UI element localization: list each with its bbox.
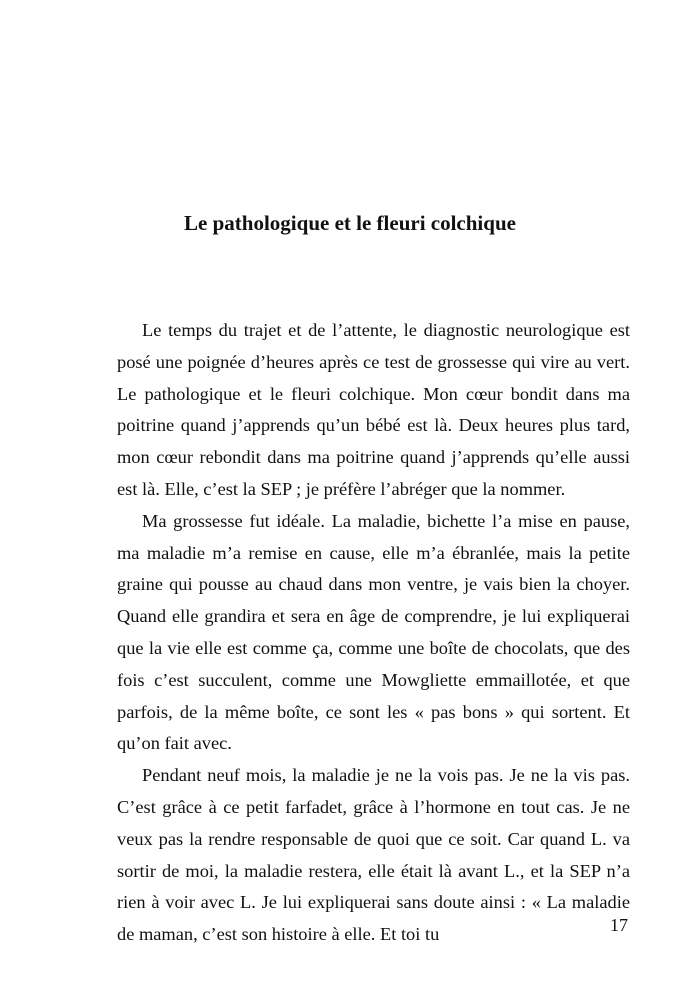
chapter-title: Le pathologique et le fleuri colchique (184, 211, 516, 235)
paragraph-3: Pendant neuf mois, la maladie je ne la vois pas. Je ne la vis pas. C’est grâce à ce petit farfadet, grâce à l’hormone en tout cas. Je ne veux pas la rendre responsable de quoi que ce soit. Car quand L. va sortir de moi, la maladie restera, elle était là avant L., et la SEP n’a rien à voir avec L. Je lui expliquerai sans doute ainsi : « La maladie de maman, c’est son histoire à elle. Et toi tu (117, 765, 630, 945)
body-text (117, 315, 630, 951)
paragraph-2: Ma grossesse fut idéale. La maladie, bichette l’a mise en pause, ma maladie m’a remise en cause, elle m’a ébranlée, mais la petite graine qui pousse au chaud dans mon ventre, je vais bien la choyer. Quand elle grandira et sera en âge de comprendre, je lui expliquerai que la vie elle est comme ça, comme une boîte de chocolats, que des fois c’est succulent, comme une Mowgliette emmaillotée, et que parfois, de la même boîte, ce sont les « pas bons » qui sortent. Et qu’on fait avec. (117, 510, 630, 754)
page-number: 17 (610, 915, 628, 935)
paragraph-1: Le temps du trajet et de l’attente, le diagnostic neurologique est posé une poignée d’heures après ce test de grossesse qui vire au vert. Le pathologique et le fleuri colchique. Mon cœur bondit dans ma poitrine quand j’apprends qu’un bébé est là. Deux heures plus tard, mon cœur rebondit dans ma poitrine quand j’apprends qu’elle aussi est là. Elle, c’est la SEP ; je préfère l’abréger que la nommer. (117, 320, 630, 499)
